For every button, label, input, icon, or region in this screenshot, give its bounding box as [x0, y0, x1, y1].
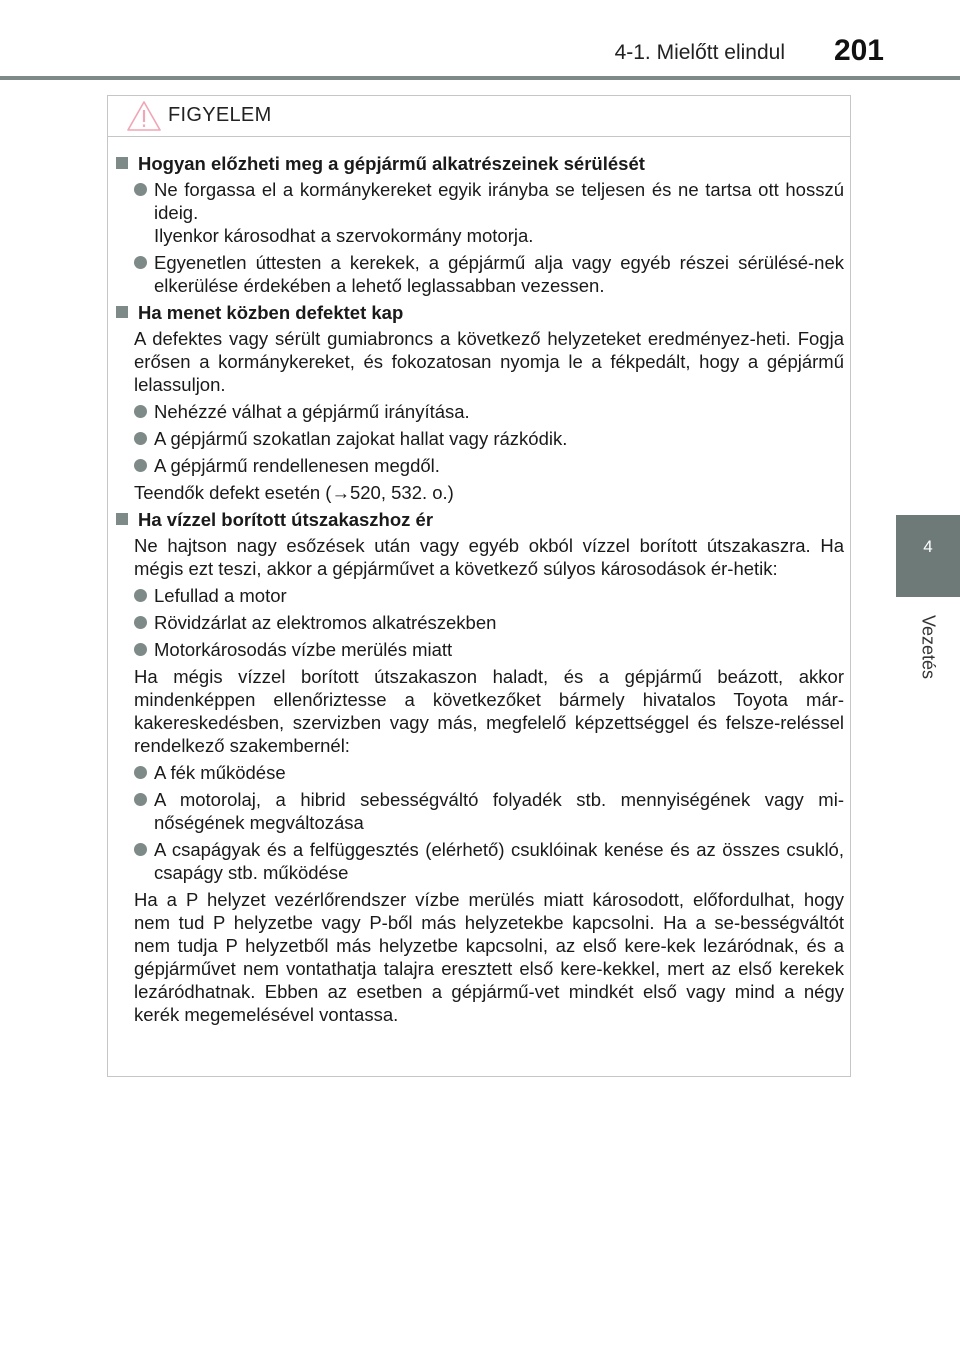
chapter-tab[interactable] — [896, 515, 960, 597]
section-heading: Hogyan előzheti meg a gépjármű alkatrészeinek sérülését — [112, 152, 850, 175]
bullet-item: Motorkárosodás vízbe merülés miatt — [134, 638, 844, 661]
bullet-item: Ne forgassa el a kormánykereket egyik irányba se teljesen és ne tartsa ott hosszú ideig. Ilyenkor károsodhat a szervokormány motorja. — [134, 178, 844, 247]
paragraph: Ne hajtson nagy esőzések után vagy egyéb okból vízzel borított útszakaszra. Ha mégis ezt teszi, akkor a gépjárművet a következő súlyos károsodások ér-hetik: — [134, 535, 844, 579]
page-number: 201 — [833, 34, 884, 67]
warning-header — [108, 96, 850, 137]
cross-reference-note: Teendők defekt esetén (→520, 532. o.) — [134, 482, 454, 503]
paragraph: A defektes vagy sérült gumiabroncs a következő helyzeteket eredményez-heti. Fogja erősen a kormánykereket, és fokozatosan nyomja le a fékpedált, hogy a gépjármű lelassuljon. — [134, 328, 844, 395]
warning-title: FIGYELEM — [168, 104, 272, 126]
bullet-item: A fék működése — [134, 761, 844, 784]
paragraph: Ha mégis vízzel borított útszakaszon haladt, és a gépjármű beázott, akkor mindenképpen ellenőriztesse a következőket bármely hivatalos Toyota már-kakereskedésben, szervizben vagy más, megfelelő képzettséggel és felsze-reléssel rendelkező szakembernél: — [134, 666, 844, 756]
section-title: 4-1. Mielőtt elindul — [614, 41, 785, 64]
bullet-item: Rövidzárlat az elektromos alkatrészekben — [134, 611, 844, 634]
warning-triangle-icon — [126, 100, 162, 132]
header-rule — [0, 76, 960, 80]
section-heading: Ha vízzel borított útszakaszhoz ér — [112, 508, 850, 531]
paragraph: Ha a P helyzet vezérlőrendszer vízbe merülés miatt károsodott, előfordulhat, hogy nem tud P helyzetbe vagy P-ből más helyzetekbe kapcsolni. Ha a se-bességváltót nem tudja P helyzetből más helyzetbe kapcsolni, az első kere-kek lezáródnak, és a gépjárművet nem vontathatja talajra eresztett első kere-kekkel, mert az első kerekek lezáródhatnak. Ebben az esetben a gépjármű-vet mindkét első vagy mind a négy kerék megemelésével vontassa. — [134, 889, 844, 1025]
bullet-item: A motorolaj, a hibrid sebességváltó folyadék stb. mennyiségének vagy mi-nőségének megváltozása — [134, 788, 844, 834]
page-header — [0, 0, 960, 80]
bullet-item: A csapágyak és a felfüggesztés (elérhető) csuklóinak kenése és az összes csukló, csapágy stb. működése — [134, 838, 844, 884]
bullet-item: Nehézzé válhat a gépjármű irányítása. — [134, 400, 844, 423]
chapter-title: Vezetés — [918, 614, 939, 680]
bullet-item: Egyenetlen úttesten a kerekek, a gépjármű alja vagy egyéb részei sérülésé-nek elkerülése érdekében a lehető leglassabban vezessen. — [134, 251, 844, 297]
bullet-item: A gépjármű szokatlan zajokat hallat vagy rázkódik. — [134, 427, 844, 450]
warning-box — [107, 95, 851, 1077]
chapter-label — [896, 602, 960, 692]
bullet-item: A gépjármű rendellenesen megdől. — [134, 454, 844, 477]
section-heading: Ha menet közben defektet kap — [112, 301, 850, 324]
chapter-number: 4 — [923, 537, 933, 556]
bullet-item: Lefullad a motor — [134, 584, 844, 607]
warning-content — [108, 152, 850, 1030]
